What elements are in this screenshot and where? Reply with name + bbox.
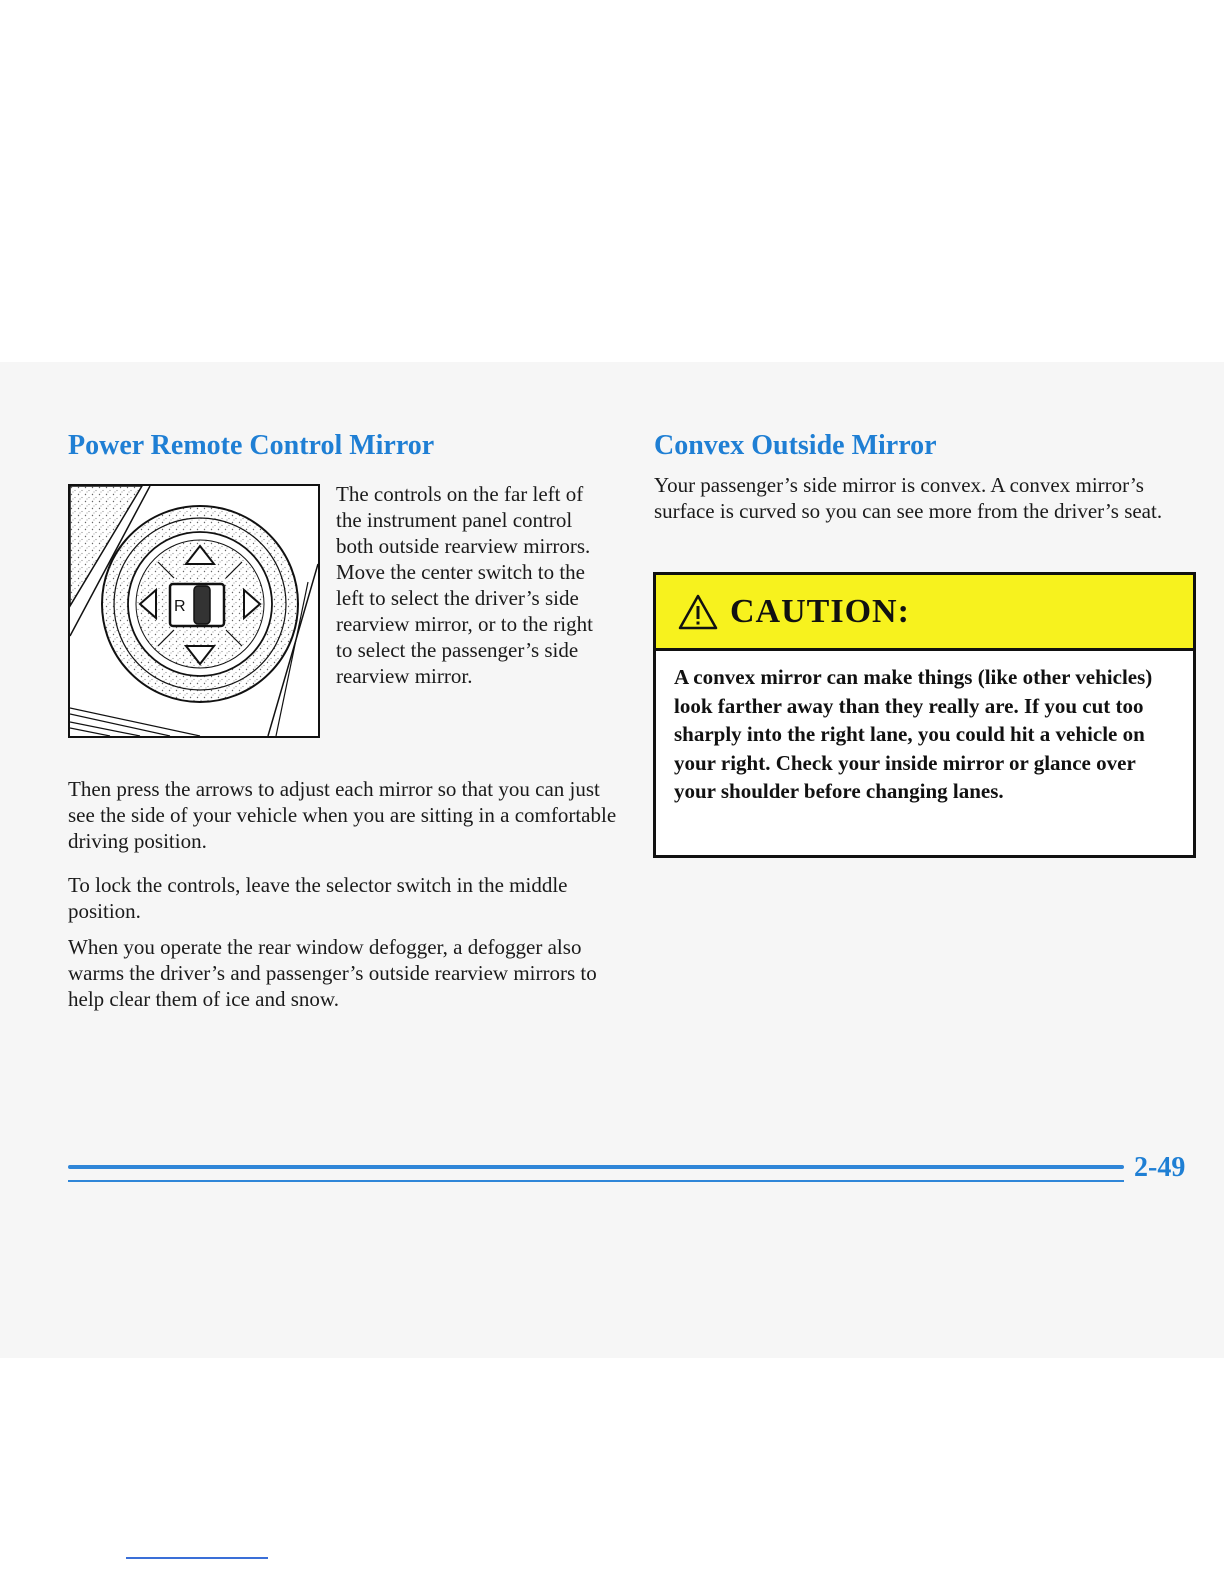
caution-box <box>653 572 1196 858</box>
footer-rule <box>68 1165 1124 1169</box>
bottom-link-underline <box>126 1557 268 1559</box>
caution-header <box>656 575 1193 651</box>
warning-triangle-icon <box>678 594 718 630</box>
power-mirror-heading: Power Remote Control Mirror <box>68 430 435 461</box>
caution-text: A convex mirror can make things (like other vehicles) look farther away than they really are. If you cut too sharply into the right lane, you could hit a vehicle on your right. Check your inside mirror or glance over your shoulder before changing lanes. <box>674 665 1153 803</box>
convex-mirror-heading: Convex Outside Mirror <box>654 430 937 461</box>
power-mirror-intro: The controls on the far left of the instrument panel control both outside rearview mirrors. Move the center switch to the left to select the driver’s side rearview mirror, or to the right to select the passenger’s side rearview mirror. <box>336 482 593 688</box>
paragraph-defogger: When you operate the rear window defogger, a defogger also warms the driver’s and passenger’s outside rearview mirrors to help clear them of ice and snow. <box>68 935 597 1011</box>
caution-title: CAUTION: <box>730 592 910 630</box>
footer-rule-thin <box>68 1180 1124 1182</box>
switch-label: R <box>174 598 186 615</box>
page-number: 2-49 <box>1134 1152 1186 1183</box>
paragraph-adjust-arrows: Then press the arrows to adjust each mirror so that you can just see the side of your vehicle when you are sitting in a comfortable driving position. <box>68 777 617 853</box>
mirror-control-illustration <box>68 484 320 738</box>
panel-bottom-stripes <box>70 708 200 736</box>
convex-mirror-intro: Your passenger’s side mirror is convex. A convex mirror’s surface is curved so you can see more from the driver’s seat. <box>654 473 1163 523</box>
paragraph-lock-controls: To lock the controls, leave the selector switch in the middle position. <box>68 873 568 923</box>
